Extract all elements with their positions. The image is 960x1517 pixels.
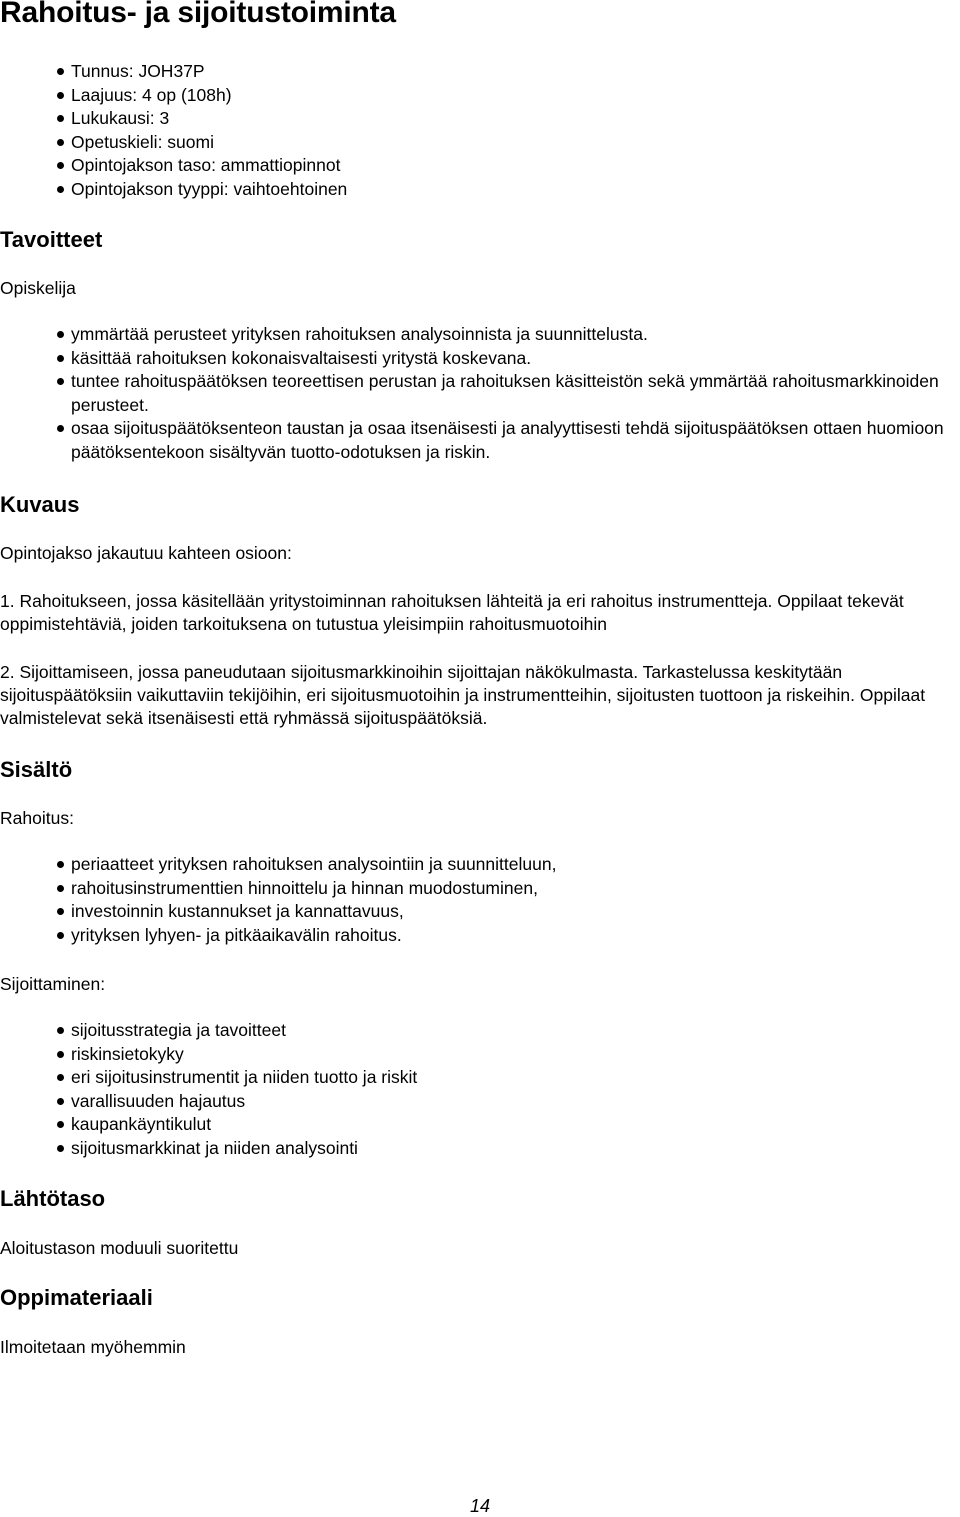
oppimateriaali-text: Ilmoitetaan myöhemmin	[0, 1337, 186, 1357]
list-item: ymmärtää perusteet yrityksen rahoituksen analysoinnista ja suunnittelusta.	[0, 323, 960, 347]
tavoitteet-list	[0, 323, 960, 464]
rahoitus-list	[0, 853, 556, 947]
list-item: osaa sijoituspäätöksenteon taustan ja osaa itsenäisesti ja analyyttisesti tehdä sijoituspäätöksen ottaen huomioon päätöksentekoon sisältyvän tuotto-odotuksen ja riskin.	[0, 417, 960, 464]
list-item: tuntee rahoituspäätöksen teoreettisen perustan ja rahoituksen käsitteistön sekä ymmärtää rahoitusmarkkinoiden perusteet.	[0, 370, 960, 417]
document-title: Rahoitus- ja sijoitustoiminta	[0, 0, 396, 29]
page-number: 14	[470, 1496, 491, 1516]
list-item: Opetuskieli: suomi	[0, 131, 347, 155]
list-item: riskinsietokyky	[0, 1043, 417, 1067]
list-item: eri sijoitusinstrumentit ja niiden tuotto ja riskit	[0, 1066, 417, 1090]
kuvaus-paragraph: 2. Sijoittamiseen, jossa paneudutaan sijoitusmarkkinoihin sijoittajan näkökulmasta. Tarkastelussa keskitytään sijoituspäätöksiin vaikuttaviin tekijöihin, eri sijoitusmuotoihin ja instrumentteihin, sijoitusten tuottoon ja riskeihin. Oppilaat valmistelevat sekä itsenäisesti että ryhmässä sijoituspäätöksiä.	[0, 662, 926, 728]
section-heading-sisalto: Sisältö	[0, 757, 73, 782]
section-heading-kuvaus: Kuvaus	[0, 492, 80, 517]
list-item: sijoitusstrategia ja tavoitteet	[0, 1019, 417, 1043]
section-heading-oppimateriaali: Oppimateriaali	[0, 1285, 153, 1310]
course-info-list	[0, 60, 347, 201]
sijoittaminen-label: Sijoittaminen:	[0, 974, 106, 994]
list-item: Tunnus: JOH37P	[0, 60, 347, 84]
list-item: käsittää rahoituksen kokonaisvaltaisesti yritystä koskevana.	[0, 347, 960, 371]
list-item: Opintojakson tyyppi: vaihtoehtoinen	[0, 178, 347, 202]
kuvaus-paragraph: 1. Rahoitukseen, jossa käsitellään yritystoiminnan rahoituksen lähteitä ja eri rahoitus instrumentteja. Oppilaat tekevät oppimistehtäviä, joiden tarkoituksena on tutustua yleisimpiin rahoitusmuotoihin	[0, 591, 904, 634]
list-item: varallisuuden hajautus	[0, 1090, 417, 1114]
sijoittaminen-list	[0, 1019, 417, 1160]
list-item: investoinnin kustannukset ja kannattavuus,	[0, 900, 556, 924]
list-item: Lukukausi: 3	[0, 107, 347, 131]
section-heading-lahtotaso: Lähtötaso	[0, 1186, 106, 1211]
list-item: rahoitusinstrumenttien hinnoittelu ja hinnan muodostuminen,	[0, 877, 556, 901]
kuvaus-intro: Opintojakso jakautuu kahteen osioon:	[0, 543, 292, 563]
list-item: yrityksen lyhyen- ja pitkäaikavälin rahoitus.	[0, 924, 556, 948]
lahtotaso-text: Aloitustason moduuli suoritettu	[0, 1238, 239, 1258]
section-heading-tavoitteet: Tavoitteet	[0, 227, 103, 252]
list-item: kaupankäyntikulut	[0, 1113, 417, 1137]
list-item: Opintojakson taso: ammattiopinnot	[0, 154, 347, 178]
list-item: periaatteet yrityksen rahoituksen analysointiin ja suunnitteluun,	[0, 853, 556, 877]
tavoitteet-intro: Opiskelija	[0, 278, 76, 298]
list-item: sijoitusmarkkinat ja niiden analysointi	[0, 1137, 417, 1161]
rahoitus-label: Rahoitus:	[0, 808, 74, 828]
list-item: Laajuus: 4 op (108h)	[0, 84, 347, 108]
